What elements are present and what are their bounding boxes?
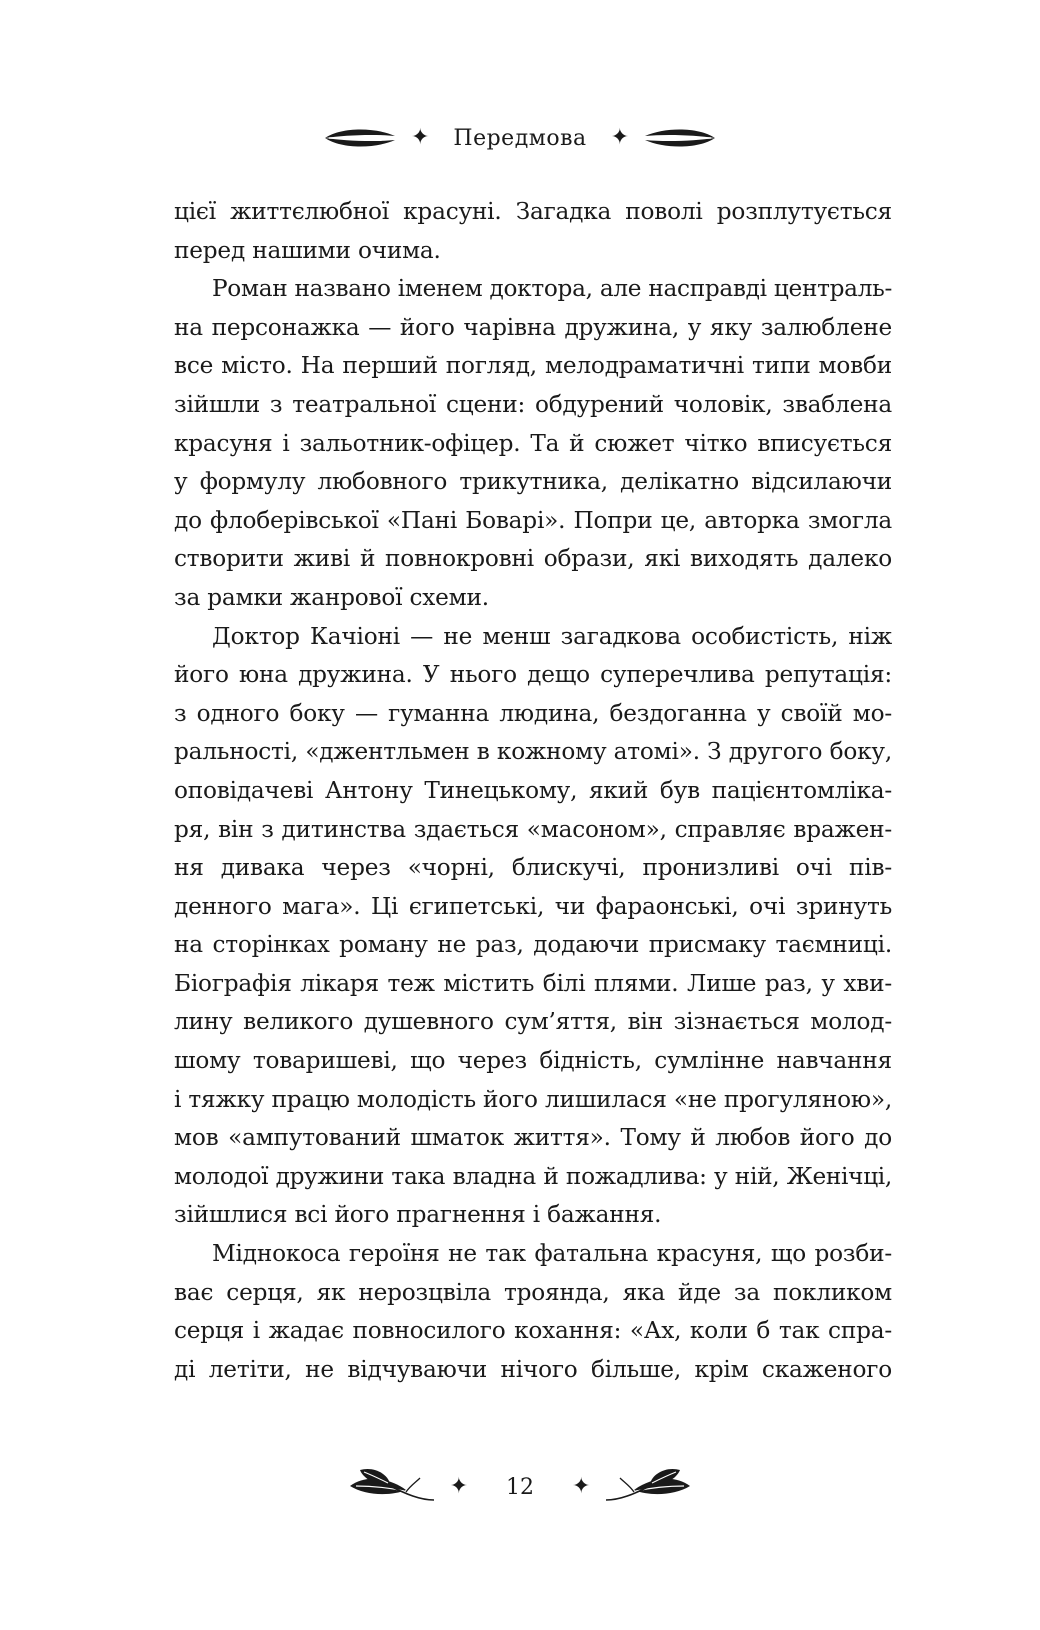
star-icon: ✦ [410, 125, 430, 150]
text-line: створити живі й повнокровні образи, які виходять далеко [174, 545, 892, 573]
text-line: до флоберівської «Пані Боварі». Попри це, авторка змогла [174, 506, 892, 534]
text-line: цієї життєлюбної красуні. Загадка поволі розплутується [174, 198, 892, 225]
text-line: молодої дружини така владна й пожадлива: у ній, Женічці, [174, 1162, 892, 1190]
text-line: перед нашими очима. [174, 236, 441, 264]
page-footer [0, 1462, 1040, 1512]
star-icon: ✦ [449, 1474, 468, 1499]
star-icon: ✦ [572, 1474, 591, 1499]
text-line: Біографія лікаря теж містить білі плями. Лише раз, у хви- [174, 969, 892, 997]
text-line: красуня і зальотник-офіцер. Та й сюжет чітко вписується [174, 429, 892, 457]
leaf-ornament-icon [323, 127, 397, 149]
sprig-ornament-icon [346, 1464, 438, 1510]
text-line: Доктор Качіоні — не менш загадкова особистість, ніж [212, 622, 892, 650]
running-header [0, 118, 1040, 158]
text-line: оповідачеві Антону Тинецькому, який був пацієнтомліка- [174, 776, 892, 804]
text-line: серця і жадає повносилого кохання: «Ах, коли б так спра- [174, 1317, 892, 1345]
text-line: мов «ампутований шматок життя». Тому й любов його до [174, 1124, 892, 1152]
text-line: його юна дружина. У нього дещо суперечлива репутація: [174, 661, 892, 689]
text-line: з одного боку — гуманна людина, бездоганна у своїй мо- [174, 699, 892, 727]
text-line: зійшли з театральної сцени: обдурений чоловік, зваблена [174, 390, 892, 418]
text-line: у формулу любовного трикутника, делікатно відсилаючи [174, 468, 892, 496]
text-line: на персонажка — його чарівна дружина, у яку залюблене [174, 313, 892, 341]
text-line: на сторінках роману не раз, додаючи присмаку таємниці. [174, 931, 892, 959]
text-line: Роман названо іменем доктора, але насправді централь- [212, 275, 892, 303]
text-line: лину великого душевного сум’яття, він зізнається молод- [174, 1008, 892, 1036]
text-line: ральності, «джентльмен в кожному атомі». З другого боку, [174, 738, 892, 766]
text-line: і тяжку працю молодість його лишилася «не прогуляною», [174, 1085, 892, 1113]
leaf-ornament-icon [643, 127, 717, 149]
star-icon: ✦ [610, 125, 630, 150]
text-line: все місто. На перший погляд, мелодраматичні типи мовби [174, 352, 892, 380]
text-line: Міднокоса героїня не так фатальна красуня, що розби- [212, 1240, 892, 1268]
text-line: денного мага». Ці єгипетські, чи фараонські, очі зринуть [174, 892, 892, 920]
text-line: ває серця, як нерозцвіла троянда, яка йде за покликом [174, 1278, 892, 1306]
text-line: ря, він з дитинства здається «масоном», справляє вражен- [174, 815, 892, 843]
page-number: 12 [506, 1474, 534, 1500]
text-line: ня дивака через «чорні, блискучі, пронизливі очі пів- [174, 854, 892, 882]
text-line: зійшлися всі його прагнення і бажання. [174, 1201, 662, 1229]
text-line: шому товаришеві, що через бідність, сумлінне навчання [174, 1047, 892, 1075]
text-line: ді летіти, не відчуваючи нічого більше, крім скаженого [174, 1355, 892, 1383]
sprig-ornament-icon [602, 1464, 694, 1510]
body-text [174, 193, 892, 1389]
text-line: за рамки жанрової схеми. [174, 583, 489, 611]
running-title: Передмова [453, 125, 587, 151]
